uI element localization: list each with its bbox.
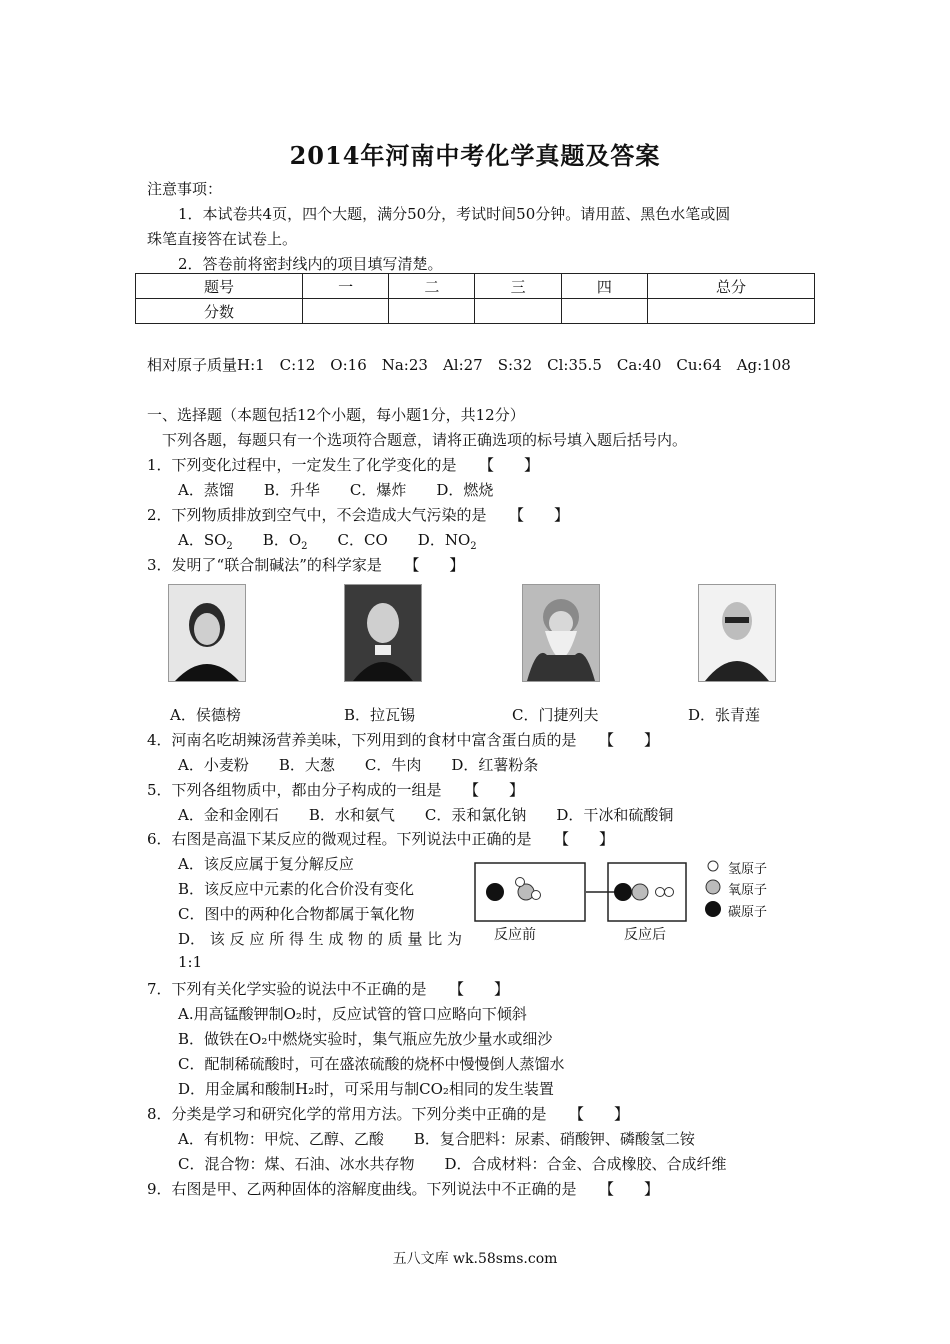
atomic-masses: 相对原子质量H:1 C:12 O:16 Na:23 Al:27 S:32 Cl:35.5 Ca:40 Cu:64 Ag:108 — [147, 356, 791, 374]
hydrogen-atom — [656, 888, 665, 897]
table-cell: 总分 — [647, 274, 814, 299]
table-cell: 分数 — [136, 299, 303, 324]
legend-carbon-label: 碳原子 — [728, 905, 768, 920]
notice-line2: 2．答卷前将密封线内的项目填写清楚。 — [178, 255, 443, 273]
q2-stem: 2．下列物质排放到空气中，不会造成大气污染的是 【 】 — [147, 506, 570, 524]
table-row — [136, 274, 815, 299]
q1-stem: 1．下列变化过程中，一定发生了化学变化的是 【 】 — [147, 456, 540, 474]
before-label: 反应前 — [494, 927, 536, 943]
carbon-atom — [614, 883, 632, 901]
footer: 五八文库 wk.58sms.com — [392, 1251, 558, 1267]
hydrogen-atom — [532, 891, 541, 900]
legend-oxygen-icon — [706, 880, 720, 894]
q7-option-a: A.用高锰酸钾制O₂时，反应试管的管口应略向下倾斜 — [178, 1005, 527, 1023]
q8-options-cd: C．混合物：煤、石油、冰水共存物 D．合成材料：合金、合成橡胶、合成纤维 — [178, 1155, 727, 1173]
q8-options-ab: A．有机物：甲烷、乙醇、乙酸 B．复合肥料：尿素、硝酸钾、磷酸氢二铵 — [178, 1130, 695, 1148]
q9-stem: 9．右图是甲、乙两种固体的溶解度曲线。下列说法中不正确的是 【 】 — [147, 1180, 660, 1198]
table-cell: 题号 — [136, 274, 303, 299]
reaction-diagram — [472, 858, 792, 958]
q6-option-d: D． 该 反 应 所 得 生 成 物 的 质 量 比 为 — [178, 930, 463, 948]
q4-stem: 4．河南名吃胡辣汤营养美味，下列用到的食材中富含蛋白质的是 【 】 — [147, 731, 660, 749]
q1-options: A．蒸馏 B．升华 C．爆炸 D．燃烧 — [178, 481, 494, 499]
table-cell: 四 — [561, 274, 647, 299]
q7-option-b: B．做铁在O₂中燃烧实验时，集气瓶应先放少量水或细沙 — [178, 1030, 553, 1048]
score-input-cell[interactable] — [303, 299, 389, 324]
page-title: 2014年河南中考化学真题及答案 — [289, 141, 661, 170]
q7-option-c: C．配制稀硫酸时，可在盛浓硫酸的烧杯中慢慢倒人蒸馏水 — [178, 1055, 565, 1073]
table-cell: 三 — [475, 274, 561, 299]
q3-option-b: B．拉瓦锡 — [344, 706, 416, 724]
q5-stem: 5．下列各组物质中，都由分子构成的一组是 【 】 — [147, 781, 525, 799]
score-table — [135, 273, 815, 324]
section1-heading: 一、选择题（本题包括12个小题，每小题1分，共12分） — [147, 406, 525, 424]
q3-stem: 3．发明了“联合制碱法”的科学家是 【 】 — [147, 556, 465, 574]
q4-options: A．小麦粉 B．大葱 C．牛肉 D．红薯粉条 — [178, 756, 539, 774]
score-input-cell[interactable] — [561, 299, 647, 324]
q6-option-d-cont: 1:1 — [178, 953, 203, 971]
q3-option-c: C．门捷列夫 — [512, 706, 599, 724]
q6-option-b: B．该反应中元素的化合价没有变化 — [178, 880, 415, 898]
portrait-lavoisier — [344, 584, 422, 682]
after-label: 反应后 — [624, 927, 666, 943]
hydrogen-atom — [516, 878, 525, 887]
notice-heading: 注意事项： — [147, 180, 223, 198]
hydrogen-atom — [665, 888, 674, 897]
q8-stem: 8．分类是学习和研究化学的常用方法。下列分类中正确的是 【 】 — [147, 1105, 630, 1123]
portrait-mendeleev — [522, 584, 600, 682]
section1-instruction: 下列各题，每题只有一个选项符合题意，请将正确选项的标号填入题后括号内。 — [162, 431, 688, 449]
q3-option-a: A．侯德榜 — [170, 706, 241, 724]
q6-option-a: A．该反应属于复分解反应 — [178, 855, 354, 873]
table-cell: 二 — [389, 274, 475, 299]
notice-line1: 1．本试卷共4页，四个大题，满分50分，考试时间50分钟。请用蓝、黑色水笔或圆 — [178, 205, 731, 223]
score-input-cell[interactable] — [389, 299, 475, 324]
q5-options: A．金和金刚石 B．水和氨气 C．汞和氯化钠 D．干冰和硫酸铜 — [178, 806, 674, 824]
legend-oxygen-label: 氧原子 — [728, 883, 768, 898]
notice-line1-cont: 珠笔直接答在试卷上。 — [147, 230, 298, 248]
score-input-cell[interactable] — [647, 299, 814, 324]
portrait-hou-debang — [168, 584, 246, 682]
q6-stem: 6．右图是高温下某反应的微观过程。下列说法中正确的是 【 】 — [147, 830, 615, 848]
q6-option-c: C．图中的两种化合物都属于氧化物 — [178, 905, 415, 923]
legend-hydrogen-label: 氢原子 — [728, 862, 768, 877]
score-input-cell[interactable] — [475, 299, 561, 324]
carbon-atom — [486, 883, 504, 901]
q3-option-d: D．张青莲 — [688, 706, 761, 724]
table-row — [136, 299, 815, 324]
table-cell: 一 — [303, 274, 389, 299]
q7-option-d: D．用金属和酸制H₂时，可采用与制CO₂相同的发生装置 — [178, 1080, 554, 1098]
q2-options: A．$SO_2$ B．$O_2$ C．CO D．$NO_2$ — [178, 531, 477, 552]
q7-stem: 7．下列有关化学实验的说法中不正确的是 【 】 — [147, 980, 510, 998]
legend-carbon-icon — [705, 901, 721, 917]
oxygen-atom — [632, 884, 648, 900]
legend-hydrogen-icon — [708, 861, 718, 871]
portrait-zhang-qinglian — [698, 584, 776, 682]
